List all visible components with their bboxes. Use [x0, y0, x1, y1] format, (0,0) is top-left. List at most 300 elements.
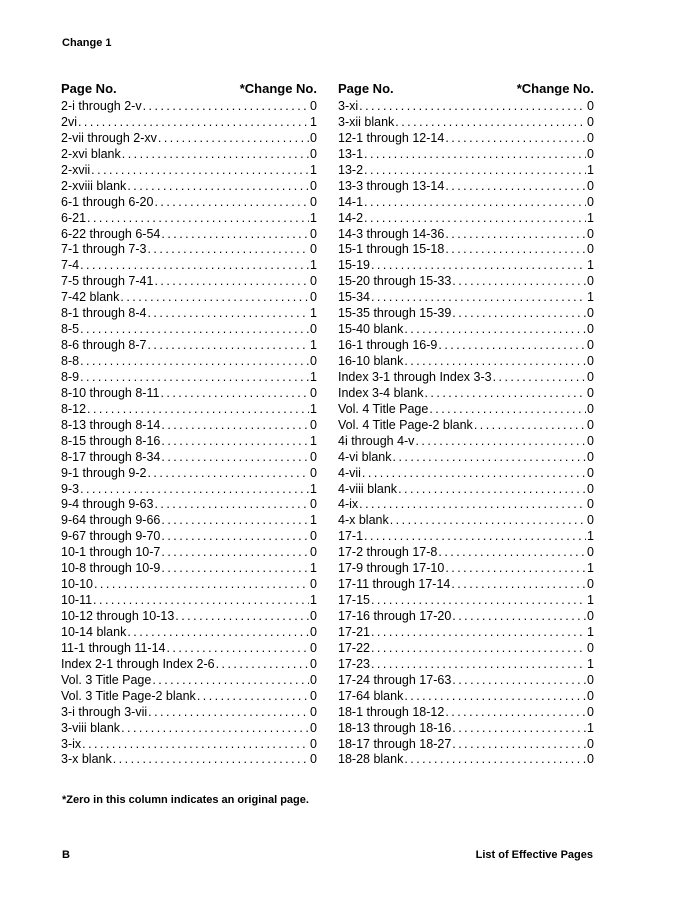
change-number: 0	[310, 688, 317, 703]
change-number: 0	[310, 146, 317, 161]
change-number: 1	[587, 561, 594, 576]
list-item	[61, 529, 317, 545]
page-range: 8-5	[61, 322, 80, 337]
change-number: 0	[310, 99, 317, 113]
page-range: 17-1	[338, 529, 364, 544]
dot-leader	[77, 115, 309, 131]
list-item	[61, 497, 317, 513]
page-range: 8-10 through 8-11	[61, 385, 160, 400]
page-range: 7-5 through 7-41	[61, 274, 154, 289]
change-number: 1	[587, 162, 594, 177]
dot-leader	[121, 147, 309, 163]
list-item	[338, 370, 594, 386]
page-letter: B	[62, 849, 70, 861]
dot-leader	[451, 737, 586, 753]
page-range: 10-12 through 10-13	[61, 609, 175, 623]
change-number: 1	[587, 624, 594, 639]
page-range: 4-x blank	[338, 513, 389, 528]
change-number: 0	[587, 688, 594, 703]
list-item	[338, 402, 594, 418]
dot-leader	[146, 306, 309, 322]
list-item	[338, 737, 594, 753]
page-range: 17-2 through 17-8	[338, 545, 438, 560]
page-range: 3-i through 3-vii	[61, 704, 148, 719]
dot-leader	[126, 625, 309, 641]
dot-leader	[86, 211, 309, 227]
page-range: 10-1 through 10-7	[61, 545, 161, 560]
page-range: 17-23	[338, 656, 370, 671]
change-number: 0	[587, 369, 594, 384]
page-range: 10-10	[61, 577, 93, 592]
list-item	[61, 242, 317, 258]
list-item	[61, 338, 317, 354]
page-range: 6-21	[61, 210, 87, 225]
list-item	[338, 179, 594, 195]
page-range: 17-22	[338, 640, 370, 655]
dot-leader	[146, 466, 309, 482]
dot-leader	[157, 131, 309, 147]
dot-leader	[437, 545, 586, 561]
list-item	[338, 211, 594, 227]
list-item	[338, 227, 594, 243]
dot-leader	[444, 705, 586, 721]
change-number: 0	[310, 274, 317, 289]
dot-leader	[79, 258, 309, 274]
list-item	[338, 497, 594, 513]
dot-leader	[79, 482, 309, 498]
list-item	[61, 99, 317, 115]
change-number: 0	[310, 545, 317, 560]
list-item	[61, 513, 317, 529]
change-number: 1	[310, 114, 317, 129]
page-range: 16-1 through 16-9	[338, 338, 438, 353]
change-number: 1	[310, 369, 317, 384]
change-number: 0	[310, 417, 317, 432]
list-item	[61, 322, 317, 338]
dot-leader	[414, 434, 586, 450]
dot-leader	[79, 370, 309, 386]
page-range: Vol. 4 Title Page-2 blank	[338, 417, 473, 432]
change-label: Change 1	[62, 37, 112, 49]
dot-leader	[450, 577, 586, 593]
page-range: 17-9 through 17-10	[338, 561, 445, 576]
list-item	[61, 545, 317, 561]
dot-leader	[397, 482, 586, 498]
list-item	[338, 258, 594, 274]
page-range: 2vi	[61, 114, 77, 129]
page-range: 17-24 through 17-63	[338, 672, 452, 687]
change-number: 0	[310, 752, 317, 767]
page-range: 17-21	[338, 624, 370, 639]
change-number: 0	[310, 640, 317, 655]
change-number: 0	[587, 194, 594, 209]
dot-leader	[423, 386, 586, 402]
list-item	[61, 641, 317, 657]
dot-leader	[151, 673, 309, 689]
dot-leader	[160, 227, 309, 243]
list-item	[338, 561, 594, 577]
change-number: 0	[310, 226, 317, 241]
dot-leader	[363, 163, 586, 179]
dot-leader	[370, 258, 586, 274]
change-number: 0	[587, 146, 594, 161]
change-number: 0	[587, 752, 594, 767]
change-number: 0	[310, 178, 317, 193]
list-item	[61, 402, 317, 418]
change-number: 1	[310, 593, 317, 608]
list-item	[338, 689, 594, 705]
change-number: 0	[587, 736, 594, 751]
change-number: 0	[310, 704, 317, 719]
list-item	[338, 290, 594, 306]
page-range: 8-13 through 8-14	[61, 417, 161, 432]
dot-leader	[444, 131, 586, 147]
page-range: 4i through 4-v	[338, 433, 415, 448]
list-item	[61, 466, 317, 482]
dot-leader	[86, 402, 309, 418]
dot-leader	[389, 513, 586, 529]
dot-leader	[165, 641, 309, 657]
change-number: 0	[587, 242, 594, 257]
dot-leader	[492, 370, 586, 386]
dot-leader	[160, 529, 309, 545]
page-range: 8-9	[61, 369, 80, 384]
page-range: 15-20 through 15-33	[338, 274, 452, 289]
list-item	[338, 673, 594, 689]
list-item	[61, 179, 317, 195]
list-item	[338, 609, 594, 625]
dot-leader	[370, 657, 586, 673]
dot-leader	[363, 211, 586, 227]
page-range: 10-11	[61, 593, 93, 608]
dot-leader	[81, 737, 309, 753]
page-range: 3-xi	[338, 99, 359, 113]
list-item	[338, 482, 594, 498]
list-item	[61, 482, 317, 498]
list-item	[61, 354, 317, 370]
page-range: 9-1 through 9-2	[61, 465, 147, 480]
page-range: 11-1 through 11-14	[61, 640, 166, 655]
list-item	[61, 705, 317, 721]
page-range: 17-11 through 17-14	[338, 577, 451, 592]
change-number: 1	[587, 210, 594, 225]
change-number: 0	[310, 497, 317, 512]
dot-leader	[146, 338, 309, 354]
change-number: 0	[310, 385, 317, 400]
footnote: *Zero in this column indicates an original page.	[62, 794, 309, 806]
change-number: 0	[587, 99, 594, 113]
change-no-heading: *Change No.	[516, 81, 594, 96]
dot-leader	[142, 99, 309, 115]
page-range: 14-2	[338, 210, 364, 225]
dot-leader	[160, 434, 309, 450]
dot-leader	[90, 163, 309, 179]
list-item	[338, 306, 594, 322]
change-number: 0	[310, 609, 317, 623]
change-number: 0	[587, 130, 594, 145]
change-number: 1	[310, 561, 317, 576]
dot-leader	[370, 593, 586, 609]
change-number: 0	[587, 114, 594, 129]
page-range: 13-1	[338, 146, 364, 161]
list-item	[338, 593, 594, 609]
left-column-header	[61, 80, 317, 98]
page-range: 13-2	[338, 162, 364, 177]
page-range: Index 3-4 blank	[338, 385, 424, 400]
page-range: 10-14 blank	[61, 624, 127, 639]
list-item	[338, 99, 594, 115]
dot-leader	[146, 242, 309, 258]
dot-leader	[361, 466, 586, 482]
list-item	[61, 290, 317, 306]
change-number: 0	[310, 465, 317, 480]
change-number: 1	[587, 529, 594, 544]
dot-leader	[120, 721, 309, 737]
dot-leader	[363, 195, 586, 211]
change-number: 0	[310, 656, 317, 671]
page-range: 9-64 through 9-66	[61, 513, 161, 528]
page-range: 15-19	[338, 258, 370, 273]
page-range: 18-13 through 18-16	[338, 720, 452, 735]
list-item	[61, 163, 317, 179]
dot-leader	[79, 354, 309, 370]
change-number: 0	[587, 704, 594, 719]
change-number: 0	[587, 640, 594, 655]
dot-leader	[215, 657, 309, 673]
dot-leader	[451, 673, 586, 689]
change-number: 0	[587, 433, 594, 448]
page-range: 17-15	[338, 593, 370, 608]
dot-leader	[174, 609, 309, 625]
page-range: 18-1 through 18-12	[338, 704, 445, 719]
dot-leader	[358, 497, 586, 513]
list-item	[61, 227, 317, 243]
change-number: 0	[310, 624, 317, 639]
dot-leader	[363, 529, 586, 545]
dot-leader	[403, 689, 586, 705]
list-item	[338, 131, 594, 147]
page-range: 6-1 through 6-20	[61, 194, 154, 209]
change-number: 1	[587, 720, 594, 735]
list-item	[61, 561, 317, 577]
change-number: 0	[587, 513, 594, 528]
list-item	[338, 115, 594, 131]
list-item	[338, 752, 594, 768]
dot-leader	[159, 386, 309, 402]
change-number: 0	[587, 322, 594, 337]
list-item	[338, 242, 594, 258]
list-item	[338, 641, 594, 657]
change-number: 0	[310, 736, 317, 751]
page-range: 12-1 through 12-14	[338, 130, 445, 145]
dot-leader	[473, 418, 586, 434]
page-range: 14-1	[338, 194, 364, 209]
page-range: 9-4 through 9-63	[61, 497, 154, 512]
change-number: 0	[587, 385, 594, 400]
dot-leader	[394, 115, 586, 131]
dot-leader	[112, 752, 309, 768]
list-item	[61, 673, 317, 689]
dot-leader	[153, 274, 309, 290]
dot-leader	[119, 290, 309, 306]
left-column	[61, 80, 317, 768]
page-range: 7-1 through 7-3	[61, 242, 147, 257]
change-number: 0	[587, 401, 594, 416]
list-item	[61, 752, 317, 768]
page-range: Vol. 3 Title Page-2 blank	[61, 688, 196, 703]
page-range: 13-3 through 13-14	[338, 178, 445, 193]
page-range: 2-vii through 2-xv	[61, 130, 157, 145]
page-no-heading: Page No.	[338, 81, 394, 96]
dot-leader	[196, 689, 309, 705]
list-item	[338, 386, 594, 402]
list-item	[338, 163, 594, 179]
page-range: Vol. 3 Title Page	[61, 672, 152, 687]
list-item	[61, 306, 317, 322]
change-number: 0	[587, 226, 594, 241]
change-number: 0	[587, 338, 594, 353]
list-item	[338, 545, 594, 561]
dot-leader	[444, 179, 586, 195]
dot-leader	[370, 290, 586, 306]
dot-leader	[126, 179, 309, 195]
page-range: 15-1 through 15-18	[338, 242, 445, 257]
list-item	[338, 195, 594, 211]
change-number: 1	[310, 513, 317, 528]
dot-leader	[370, 625, 586, 641]
list-item	[61, 418, 317, 434]
change-number: 1	[587, 290, 594, 305]
change-number: 1	[587, 656, 594, 671]
dot-leader	[451, 721, 586, 737]
list-item	[61, 625, 317, 641]
page-range: 17-16 through 17-20	[338, 609, 452, 623]
dot-leader	[160, 545, 309, 561]
change-number: 0	[587, 672, 594, 687]
dot-leader	[451, 306, 586, 322]
list-item	[338, 418, 594, 434]
page-range: 8-8	[61, 354, 80, 368]
change-number: 0	[587, 178, 594, 193]
change-number: 0	[587, 497, 594, 512]
dot-leader	[444, 227, 586, 243]
page-range: Index 2-1 through Index 2-6	[61, 656, 215, 671]
dot-leader	[451, 274, 586, 290]
change-no-heading: *Change No.	[239, 81, 317, 96]
change-number: 0	[310, 130, 317, 145]
page-range: 8-6 through 8-7	[61, 338, 147, 353]
footer-title: List of Effective Pages	[475, 849, 593, 861]
page-range: 2-xvii	[61, 162, 91, 177]
list-item	[61, 211, 317, 227]
list-item	[61, 450, 317, 466]
change-number: 0	[310, 672, 317, 687]
page-range: 17-64 blank	[338, 688, 404, 703]
dot-leader	[358, 99, 586, 115]
right-column	[338, 80, 594, 768]
page-range: 14-3 through 14-36	[338, 226, 445, 241]
dot-leader	[403, 322, 586, 338]
dot-leader	[451, 609, 586, 625]
dot-leader	[79, 322, 309, 338]
page-range: 3-xii blank	[338, 114, 395, 129]
dot-leader	[363, 147, 586, 163]
page-range: 10-8 through 10-9	[61, 561, 161, 576]
page-range: 8-12	[61, 401, 87, 416]
change-number: 0	[587, 274, 594, 289]
change-number: 0	[587, 465, 594, 480]
page-range: 2-xviii blank	[61, 178, 127, 193]
list-item	[61, 434, 317, 450]
dot-leader	[153, 497, 309, 513]
dot-leader	[147, 705, 309, 721]
list-item	[61, 609, 317, 625]
list-item	[338, 705, 594, 721]
list-item	[61, 147, 317, 163]
change-number: 0	[310, 354, 317, 368]
change-number: 0	[587, 306, 594, 321]
list-item	[338, 450, 594, 466]
page-range: 16-10 blank	[338, 354, 404, 368]
dot-leader	[92, 593, 309, 609]
change-number: 1	[310, 401, 317, 416]
change-number: 0	[587, 354, 594, 368]
list-item	[61, 258, 317, 274]
change-number: 1	[310, 258, 317, 273]
page-range: 3-x blank	[61, 752, 112, 767]
dot-leader	[437, 338, 586, 354]
list-item	[61, 657, 317, 673]
list-item	[61, 131, 317, 147]
page-range: Index 3-1 through Index 3-3	[338, 369, 492, 384]
page-range: 9-67 through 9-70	[61, 529, 161, 544]
dot-leader	[160, 418, 309, 434]
change-number: 0	[310, 242, 317, 257]
list-item	[338, 274, 594, 290]
list-item	[338, 529, 594, 545]
change-number: 0	[310, 322, 317, 337]
list-item	[61, 274, 317, 290]
list-item	[61, 737, 317, 753]
change-number: 1	[310, 306, 317, 321]
page-no-heading: Page No.	[61, 81, 117, 96]
list-item	[61, 593, 317, 609]
page-range: 15-34	[338, 290, 370, 305]
list-item	[61, 195, 317, 211]
list-item	[338, 338, 594, 354]
page-range: 4-vii	[338, 465, 361, 480]
dot-leader	[153, 195, 309, 211]
right-column-header	[338, 80, 594, 98]
change-number: 1	[310, 338, 317, 353]
page-range: 3-ix	[61, 736, 82, 751]
change-number: 0	[587, 545, 594, 560]
page-range: 8-1 through 8-4	[61, 306, 147, 321]
change-number: 0	[587, 449, 594, 464]
list-item	[338, 721, 594, 737]
dot-leader	[160, 561, 309, 577]
page-range: 6-22 through 6-54	[61, 226, 161, 241]
change-number: 0	[310, 290, 317, 305]
page-range: 4-ix	[338, 497, 359, 512]
change-number: 0	[310, 449, 317, 464]
list-item	[61, 721, 317, 737]
page-range: 15-35 through 15-39	[338, 306, 452, 321]
change-number: 0	[587, 481, 594, 496]
dot-leader	[444, 242, 586, 258]
dot-leader	[93, 577, 309, 593]
list-item	[338, 354, 594, 370]
